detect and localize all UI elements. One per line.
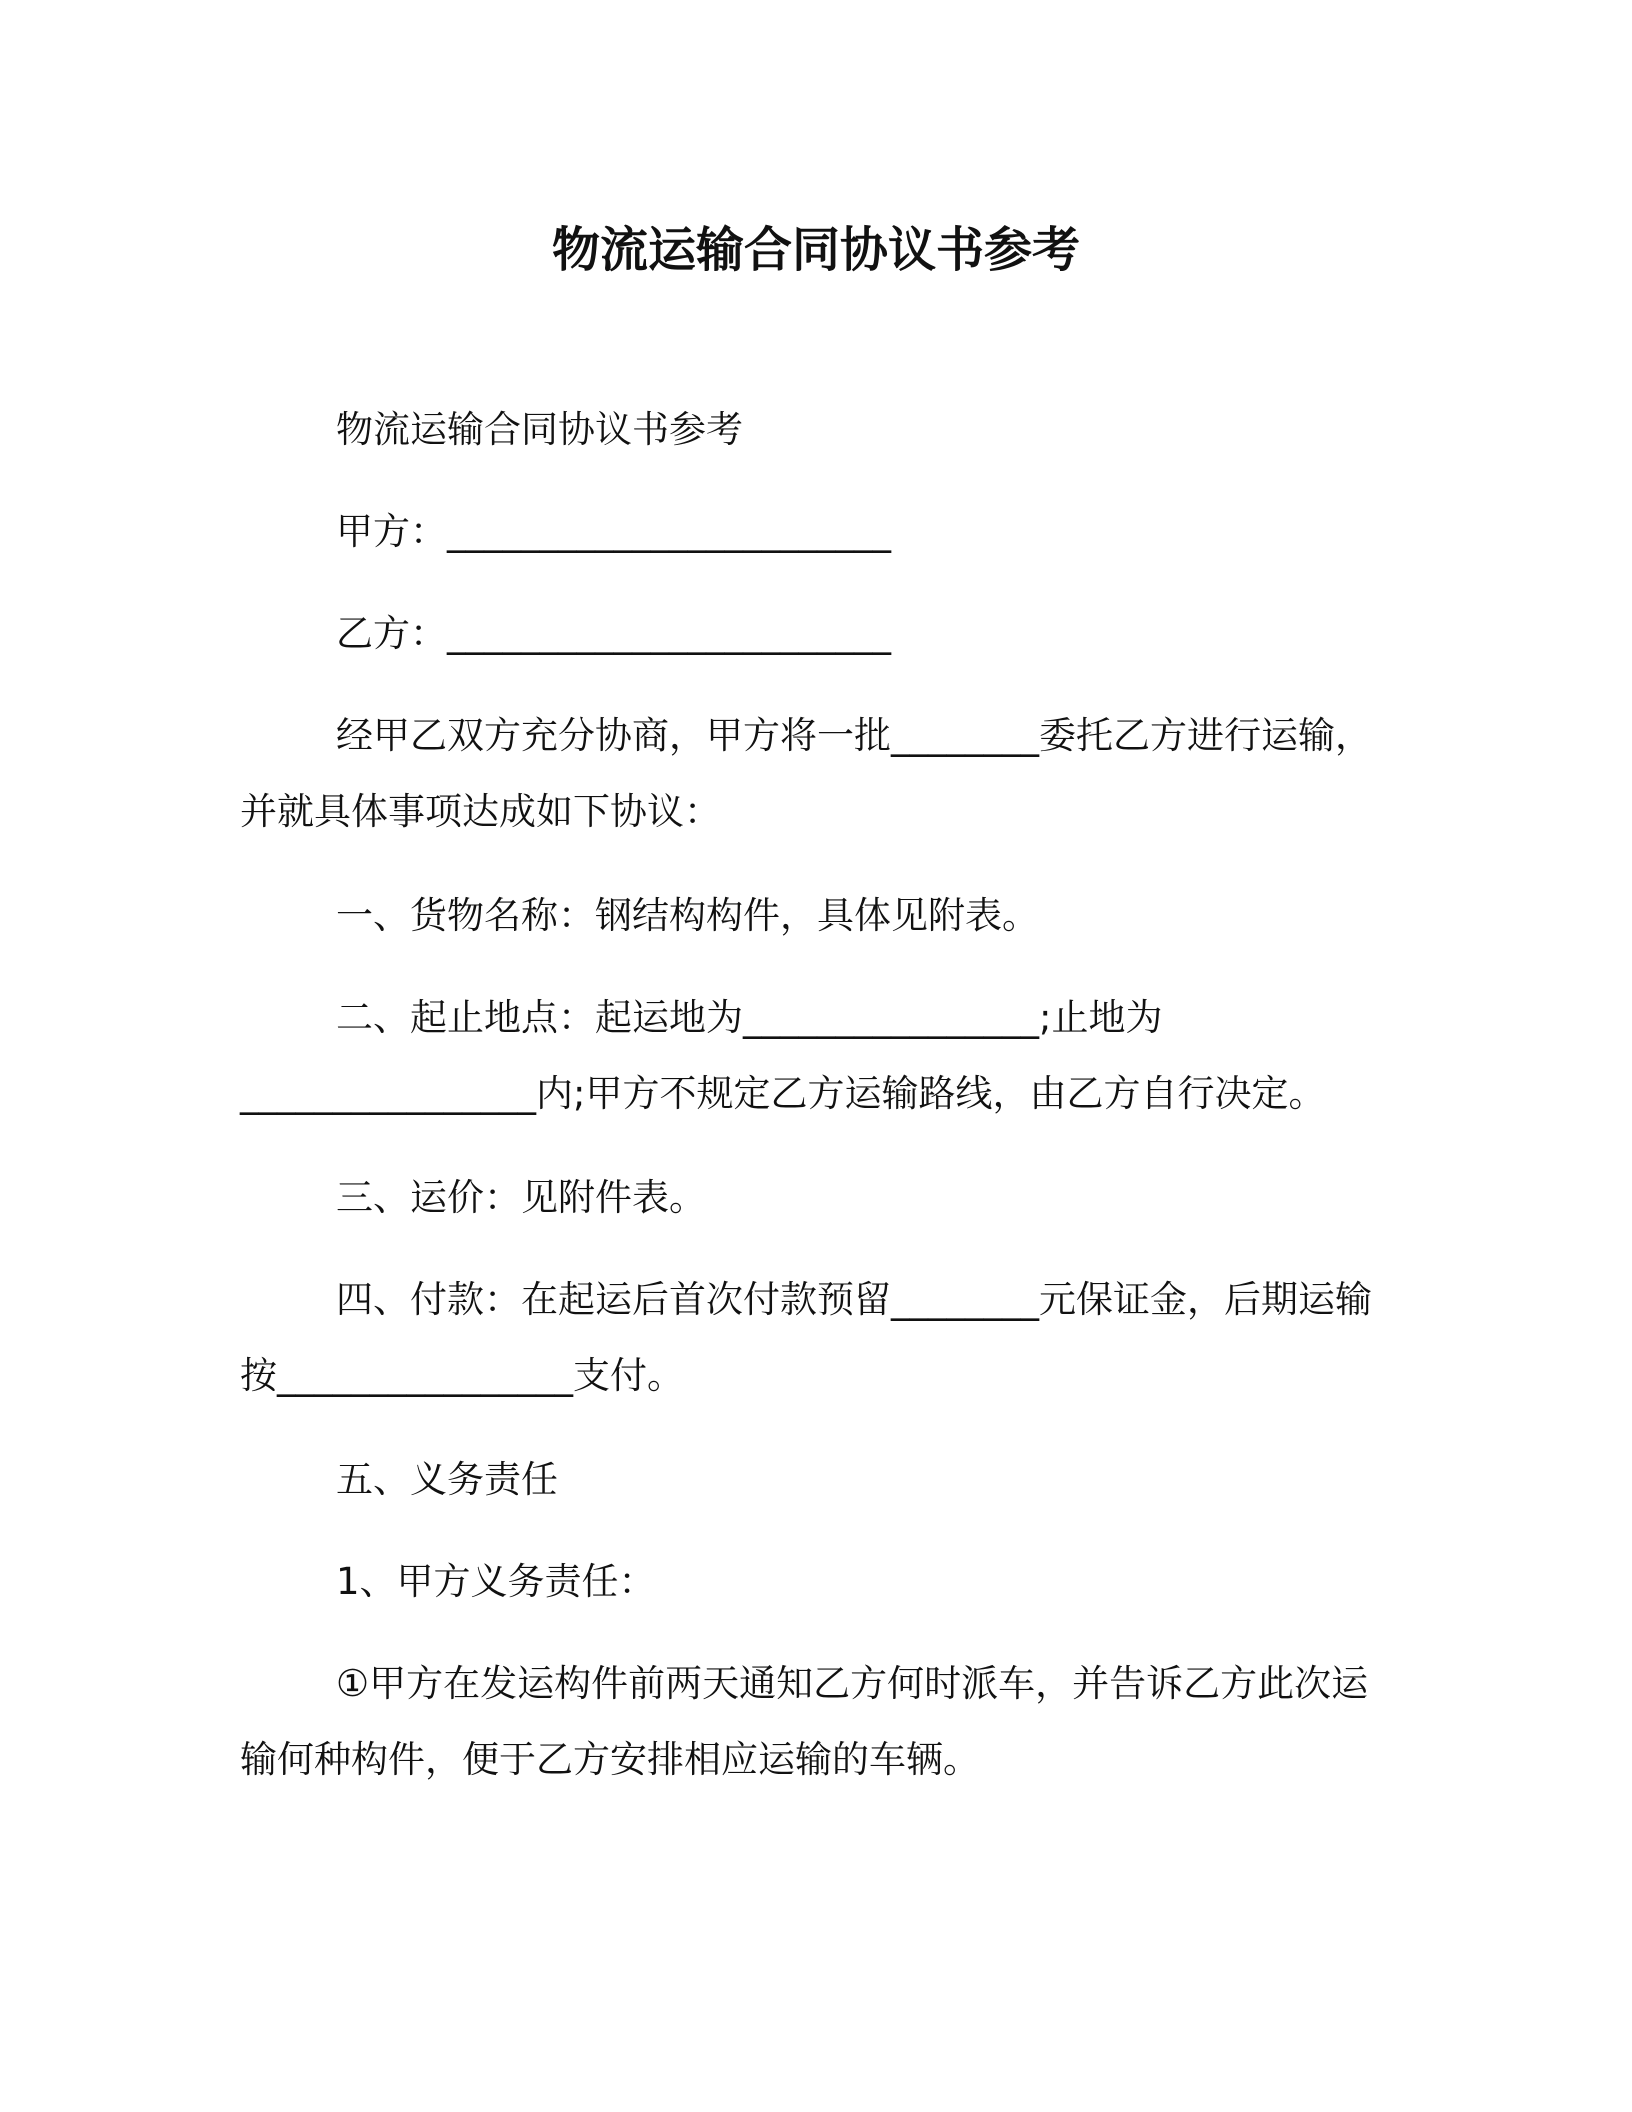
document-title: 物流运输合同协议书参考 (551, 222, 1080, 278)
paragraph-payment: 四、付款：在起运后首次付款预留________元保证金，后期运输按________________支付。 (240, 1278, 1372, 1397)
paragraph-party-a: 甲方：________________________ (336, 510, 891, 553)
paragraph-obligations-heading: 五、义务责任 (336, 1458, 558, 1501)
paragraph-goods-name: 一、货物名称：钢结构构件，具体见附表。 (336, 894, 1039, 937)
paragraph-intro: 经甲乙双方充分协商，甲方将一批________委托乙方进行运输，并就具体事项达成如下协议： (240, 714, 1372, 833)
paragraph-party-a-obligations: 1、甲方义务责任： (336, 1560, 656, 1603)
paragraph-party-b: 乙方：________________________ (336, 612, 891, 655)
paragraph-locations: 二、起止地点：起运地为________________;止地为________________内;甲方不规定乙方运输路线，由乙方自行决定。 (240, 996, 1326, 1115)
paragraph-freight: 三、运价：见附件表。 (336, 1176, 706, 1219)
paragraph-subtitle: 物流运输合同协议书参考 (336, 408, 743, 451)
paragraph-obligation-item-1: ①甲方在发运构件前两天通知乙方何时派车，并告诉乙方此次运输何种构件，便于乙方安排相应运输的车辆。 (240, 1662, 1369, 1781)
